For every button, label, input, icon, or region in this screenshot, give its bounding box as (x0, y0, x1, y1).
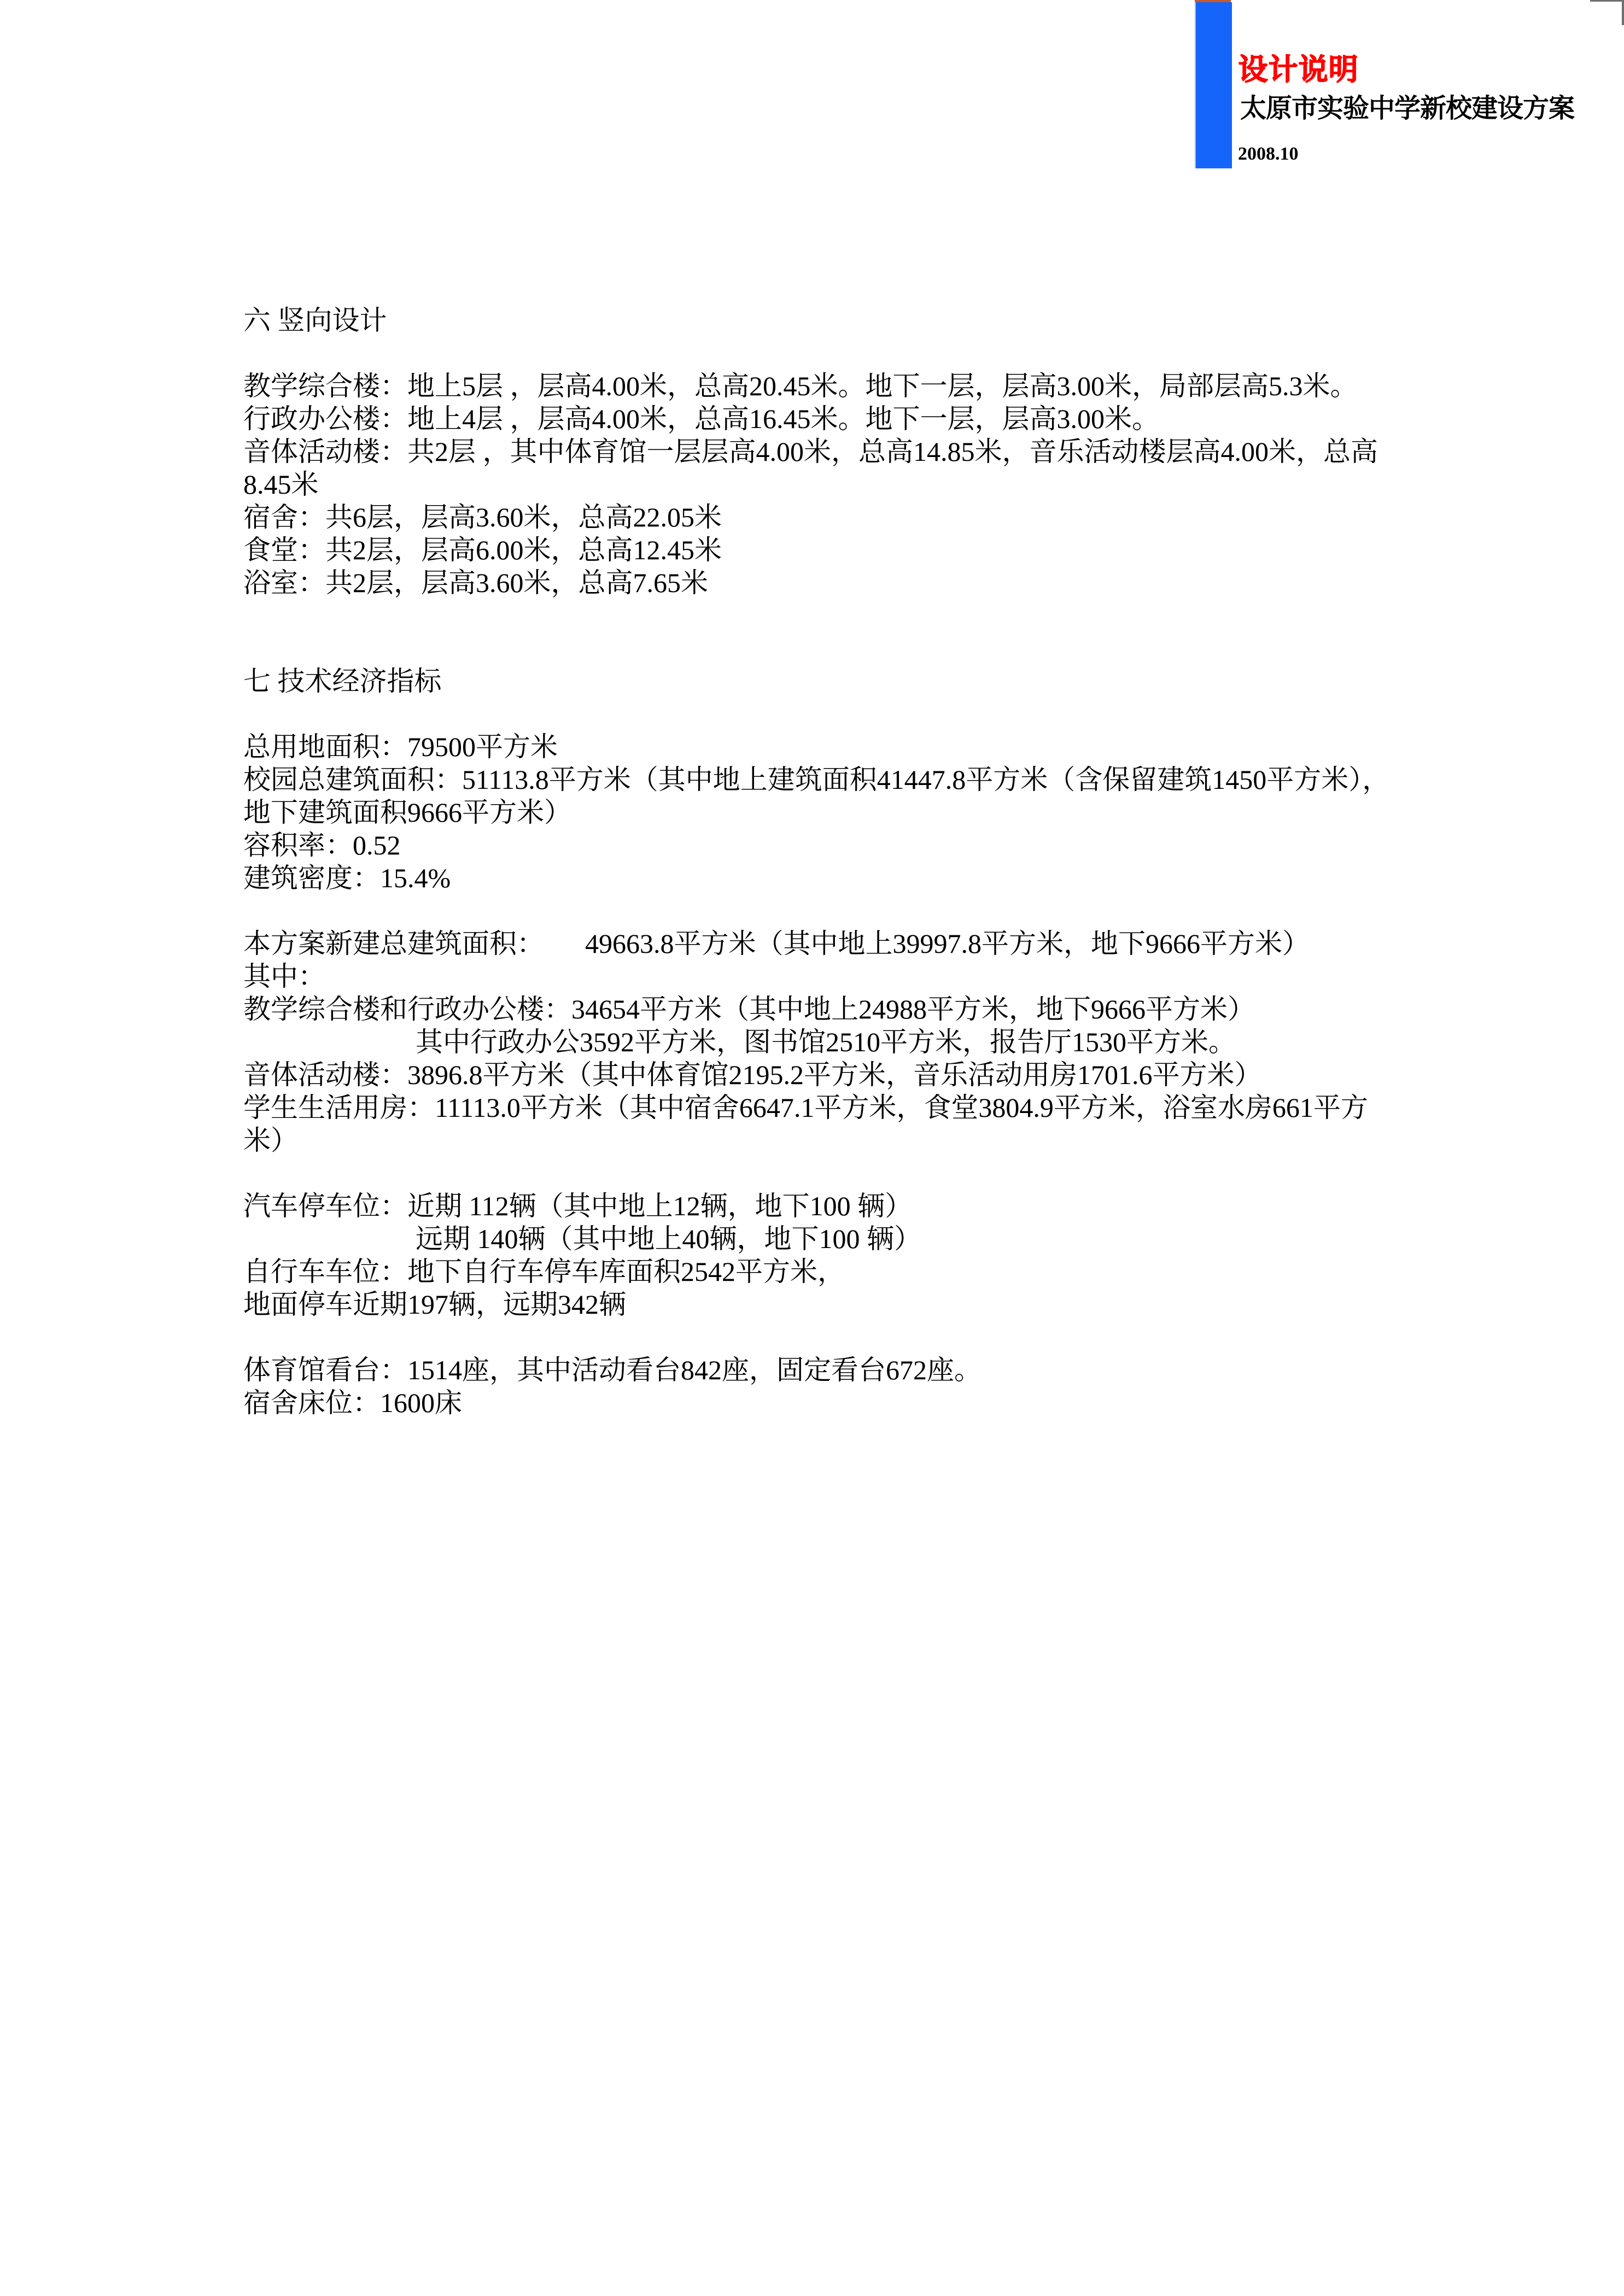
header-date: 2008.10 (1238, 144, 1299, 164)
doc-line: 其中： (243, 961, 325, 992)
doc-line: 总用地面积：79500平方米 (243, 731, 558, 762)
doc-line: 宿舍床位：1600床 (243, 1387, 462, 1418)
doc-line: 教学综合楼：地上5层 ，层高4.00米，总高20.45米。地下一层，层高3.00米，局部层高5.3米。 (243, 371, 1358, 401)
doc-line: 建筑密度：15.4% (243, 863, 451, 893)
doc-line: 学生生活用房：11113.0平方米（其中宿舍6647.1平方米，食堂3804.9平方米，浴室水房661平方 (243, 1092, 1368, 1123)
doc-line (243, 632, 1479, 665)
page-corner-frame-horizontal (1590, 0, 1624, 2)
doc-line: 体育馆看台：1514座，其中活动看台842座，固定看台672座。 (243, 1355, 982, 1385)
doc-line: 校园总建筑面积：51113.8平方米（其中地上建筑面积41447.8平方米（含保留建筑1450平方米）， (243, 764, 1390, 795)
doc-line: 8.45米 (243, 469, 319, 500)
doc-line: 音体活动楼：3896.8平方米（其中体育馆2195.2平方米，音乐活动用房1701.6平方米） (243, 1059, 1262, 1090)
doc-line: 米） (243, 1125, 298, 1156)
doc-line (243, 894, 1479, 927)
doc-line: 汽车停车位：近期 112辆（其中地上12辆，地下100 辆） (243, 1191, 913, 1221)
doc-line: 食堂：共2层，层高6.00米，总高12.45米 (243, 535, 722, 565)
doc-line: 宿舍：共6层，层高3.60米，总高22.05米 (243, 502, 722, 532)
doc-line: 行政办公楼：地上4层 ，层高4.00米，总高16.45米。地下一层，层高3.00米。 (243, 403, 1159, 434)
doc-line (243, 599, 1479, 632)
section-heading: 六 竖向设计 (243, 305, 387, 336)
header-main-title: 太原市实验中学新校建设方案 (1240, 94, 1575, 123)
doc-line: 地下建筑面积9666平方米） (243, 797, 571, 828)
doc-line: 本方案新建总建筑面积： 49663.8平方米（其中地上39997.8平方米，地下9666平方米） (243, 928, 1310, 959)
doc-line: 教学综合楼和行政办公楼：34654平方米（其中地上24988平方米，地下9666平方米） (243, 994, 1255, 1024)
header-accent-bar (1195, 2, 1232, 168)
doc-line (243, 1157, 1479, 1190)
doc-line (243, 1321, 1479, 1354)
doc-line: 自行车车位：地下自行车停车库面积2542平方米， (243, 1256, 845, 1287)
doc-line: 远期 140辆（其中地上40辆，地下100 辆） (416, 1223, 921, 1254)
header-red-title: 设计说明 (1238, 53, 1358, 86)
doc-line: 其中行政办公3592平方米，图书馆2510平方米，报告厅1530平方米。 (416, 1027, 1236, 1057)
doc-line: 容积率：0.52 (243, 830, 401, 860)
doc-line (243, 698, 1479, 730)
doc-line (243, 337, 1479, 370)
doc-body (243, 304, 1479, 1419)
page-corner-frame-vertical (1622, 0, 1624, 25)
section-heading: 七 技术经济指标 (243, 666, 442, 696)
doc-line: 地面停车近期197辆，远期342辆 (243, 1289, 626, 1320)
doc-line: 浴室：共2层，层高3.60米，总高7.65米 (243, 567, 708, 598)
doc-line: 音体活动楼：共2层 ，其中体育馆一层层高4.00米，总高14.85米，音乐活动楼层高4.00米，总高 (243, 436, 1378, 467)
